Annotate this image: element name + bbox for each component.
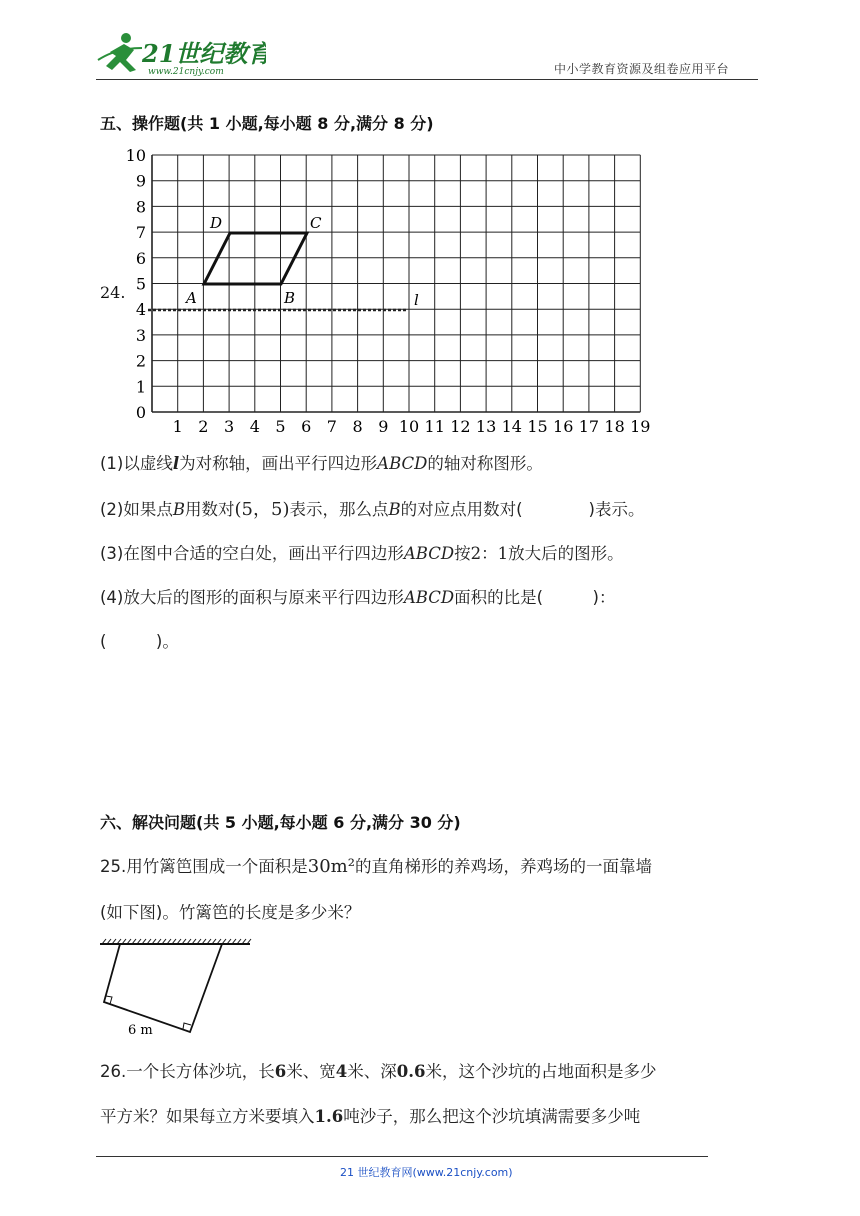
y-tick-label: 10 [125, 146, 146, 165]
x-tick-label: 7 [326, 417, 337, 435]
parallelogram-abcd [204, 233, 307, 284]
site-name: 中小学教育资源及组卷应用平台 [554, 62, 730, 76]
y-tick-label: 5 [135, 274, 146, 294]
figure-label-6m: 6 m [128, 1023, 153, 1036]
y-tick-label: 4 [135, 300, 146, 320]
x-tick-label: 19 [630, 417, 651, 435]
section-5-title: 五、操作题(共 1 小题,每小题 8 分,满分 8 分) [100, 114, 434, 133]
y-tick-label: 1 [135, 377, 146, 397]
point-d-label: D [210, 214, 223, 232]
q25-line1: 25.用竹篱笆围成一个面积是30m²的直角梯形的养鸡场，养鸡场的一面靠墙 [100, 856, 652, 877]
x-tick-label: 8 [352, 417, 363, 435]
x-tick-label: 3 [224, 417, 235, 435]
x-tick-label: 1 [172, 417, 183, 435]
q24-number: 24. [100, 283, 126, 302]
right-angle-mark [183, 1023, 191, 1029]
logo-url: www.21cnjy.com [148, 67, 224, 77]
x-tick-label: 5 [275, 417, 286, 435]
y-tick-label: 9 [135, 171, 146, 191]
x-tick-label: 14 [501, 417, 522, 435]
x-tick-label: 17 [578, 417, 600, 435]
point-a-label: A [186, 289, 197, 307]
footer-text: 21 世纪教育网(www.21cnjy.com) [340, 1166, 513, 1179]
section-6-title: 六、解决问题(共 5 小题,每小题 6 分,满分 30 分) [100, 813, 461, 832]
x-tick-label: 11 [424, 417, 445, 435]
q24-sub4: (4)放大后的图形的面积与原来平行四边形ABCD面积的比是( )： [100, 588, 616, 607]
x-tick-label: 10 [398, 417, 420, 435]
y-tick-label: 6 [135, 248, 146, 268]
x-tick-label: 4 [249, 417, 260, 435]
trapezoid-fence [104, 944, 222, 1032]
logo [96, 30, 266, 82]
x-tick-label: 12 [450, 417, 471, 435]
y-tick-label: 2 [135, 351, 146, 371]
q24-sub2: (2)如果点B用数对(5，5)表示，那么点B的对应点用数对( )表示。 [100, 499, 645, 520]
y-tick-label: 0 [135, 403, 146, 422]
x-tick-label: 18 [604, 417, 625, 435]
x-tick-label: 2 [198, 417, 209, 435]
trapezoid-figure [98, 936, 258, 1036]
x-tick-label: 15 [527, 417, 548, 435]
x-tick-label: 13 [475, 417, 497, 435]
point-b-label: B [284, 289, 296, 307]
q26-line1: 26.一个长方体沙坑，长6米、宽4米、深0.6米，这个沙坑的占地面积是多少 [100, 1062, 657, 1081]
point-c-label: C [310, 214, 322, 232]
y-tick-label: 8 [135, 197, 146, 217]
logo-text: 21世纪教育 [142, 39, 266, 68]
q26-line2: 平方米？如果每立方米要填入1.6吨沙子，那么把这个沙坑填满需要多少吨 [100, 1107, 641, 1126]
q24-sub1: (1)以虚线l为对称轴，画出平行四边形ABCD的轴对称图形。 [100, 454, 543, 473]
header-divider [96, 79, 758, 80]
runner-icon [98, 33, 142, 72]
x-tick-label: 16 [553, 417, 574, 435]
q25-line2: (如下图)。竹篱笆的长度是多少米？ [100, 903, 361, 922]
y-tick-label: 7 [135, 223, 146, 243]
coordinate-grid [110, 145, 670, 435]
line-l-label: l [414, 291, 419, 309]
q24-sub3: (3)在图中合适的空白处，画出平行四边形ABCD按2：1放大后的图形。 [100, 544, 624, 563]
q24-sub4-line2: ( )。 [100, 632, 179, 651]
footer-divider [96, 1156, 708, 1157]
x-tick-label: 9 [378, 417, 389, 435]
x-tick-label: 6 [301, 417, 312, 435]
y-tick-label: 3 [135, 325, 146, 345]
